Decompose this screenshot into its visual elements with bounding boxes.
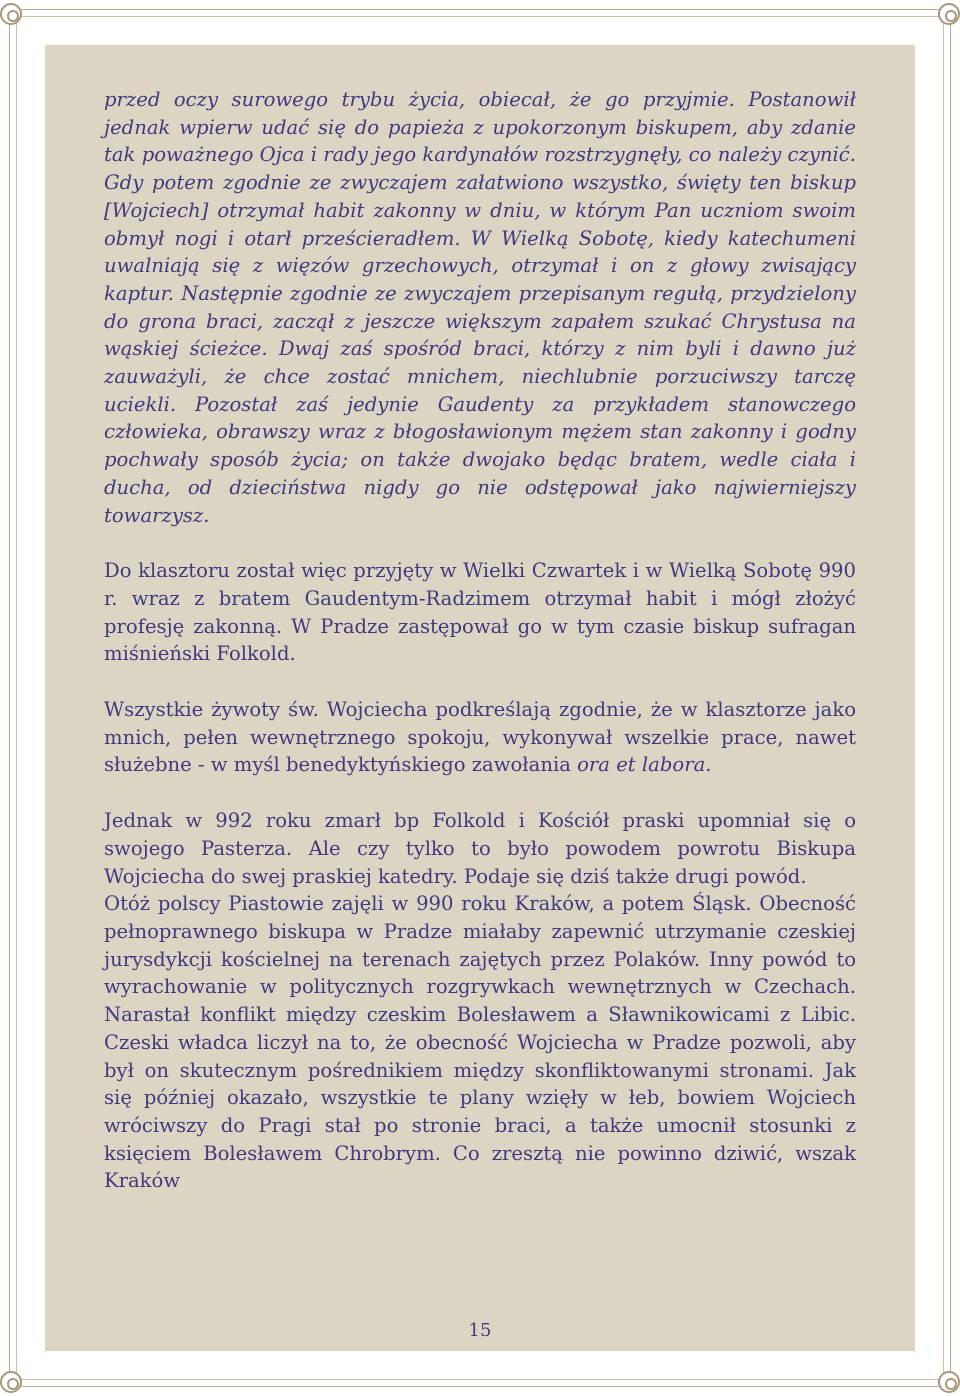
paragraph-quote: przed oczy surowego trybu życia, obiecał, że go przyjmie. Postanowił jednak wpierw udać się do papieża z upokorzonym biskupem, aby zdanie tak poważnego Ojca i rady jego kardynałów rozstrzygnęły, co należy czynić. Gdy potem zgodnie ze zwyczajem załatwiono wszystko, święty ten biskup [Wojciech] otrzymał habit zakonny w dniu, w którym Pan uczniom swoim obmył nogi i otarł prześcieradłem. W Wielką Sobotę, kiedy katechumeni uwalniają się z więzów grzechowych, otrzymał i on z głowy zwisający kaptur. Następnie zgodnie ze zwyczajem przepisanym regułą, przydzielony do grona braci, zaczął z jeszcze większym zapałem szukać Chrystusa na wąskiej ścieżce. Dwaj zaś spośród braci, którzy z nim byli i dawno już zauważyli, że chce zostać mnichem, niechlubnie porzuciwszy tarczę uciekli. Pozostał zaś jedynie Gaudenty za przykładem stanowczego człowieka, obrawszy wraz z błogosławionym mężem stan zakonny i godny pochwały sposób życia; on także dwojako będąc bratem, wedle ciała i ducha, od dzieciństwa nigdy go nie odstępował jako najwierniejszy towarzysz. (104, 88, 856, 527)
latin-motto: ora et labora (577, 753, 706, 777)
corner-ornament-icon (938, 1371, 960, 1393)
paragraph: Jednak w 992 roku zmarł bp Folkold i Kościół praski upomniał się o swojego Pasterza. Ale czy tylko to było powodem powrotu Biskupa Wojciecha do swej praskiej katedry. Podaje się dziś także drugi powód. (104, 809, 856, 888)
paragraph: Do klasztoru został więc przyjęty w Wielki Czwartek i w Wielką Sobotę 990 r. wraz z bratem Gaudentym-Radzimem otrzymał habit i mógł złożyć profesję zakonną. W Pradze zastępował go w tym czasie biskup sufragan miśnieński Folkold. (104, 559, 856, 666)
corner-ornament-icon (0, 3, 22, 25)
paragraph (104, 696, 856, 779)
page-number: 15 (468, 1320, 492, 1341)
paragraph-text: . (705, 753, 712, 777)
body-text (104, 86, 856, 1195)
paragraph: Otóż polscy Piastowie zajęli w 990 roku Kraków, a potem Śląsk. Obecność pełnoprawnego biskupa w Pradze miałaby zapewnić utrzymanie czeskiej jurysdykcji kościelnej na terenach zajętych przez Polaków. Inny powód to wyrachowanie w politycznych rozgrywkach wewnętrznych w Czechach. Narastał konflikt między czeskim Bolesławem a Sławnikowicami z Libic. Czeski władca liczył na to, że obecność Wojciecha w Pradze pozwoli, aby był on skutecznym pośrednikiem między skonfliktowanymi stronami. Jak się później okazało, wszystkie te plany wzięły w łeb, bowiem Wojciech wróciwszy do Pragi stał po stronie braci, a także umocnił stosunki z księciem Bolesławem Chrobrym. Co zresztą nie powinno dziwić, wszak Kraków (104, 892, 856, 1193)
corner-ornament-icon (0, 1371, 22, 1393)
corner-ornament-icon (938, 3, 960, 25)
paragraph-text: Wszystkie żywoty św. Wojciecha podkreślają zgodnie, że w klasztorze jako mnich, pełen wewnętrznego spokoju, wykonywał wszelkie prace, nawet służebne - w myśl benedyktyńskiego zawołania (104, 698, 856, 777)
